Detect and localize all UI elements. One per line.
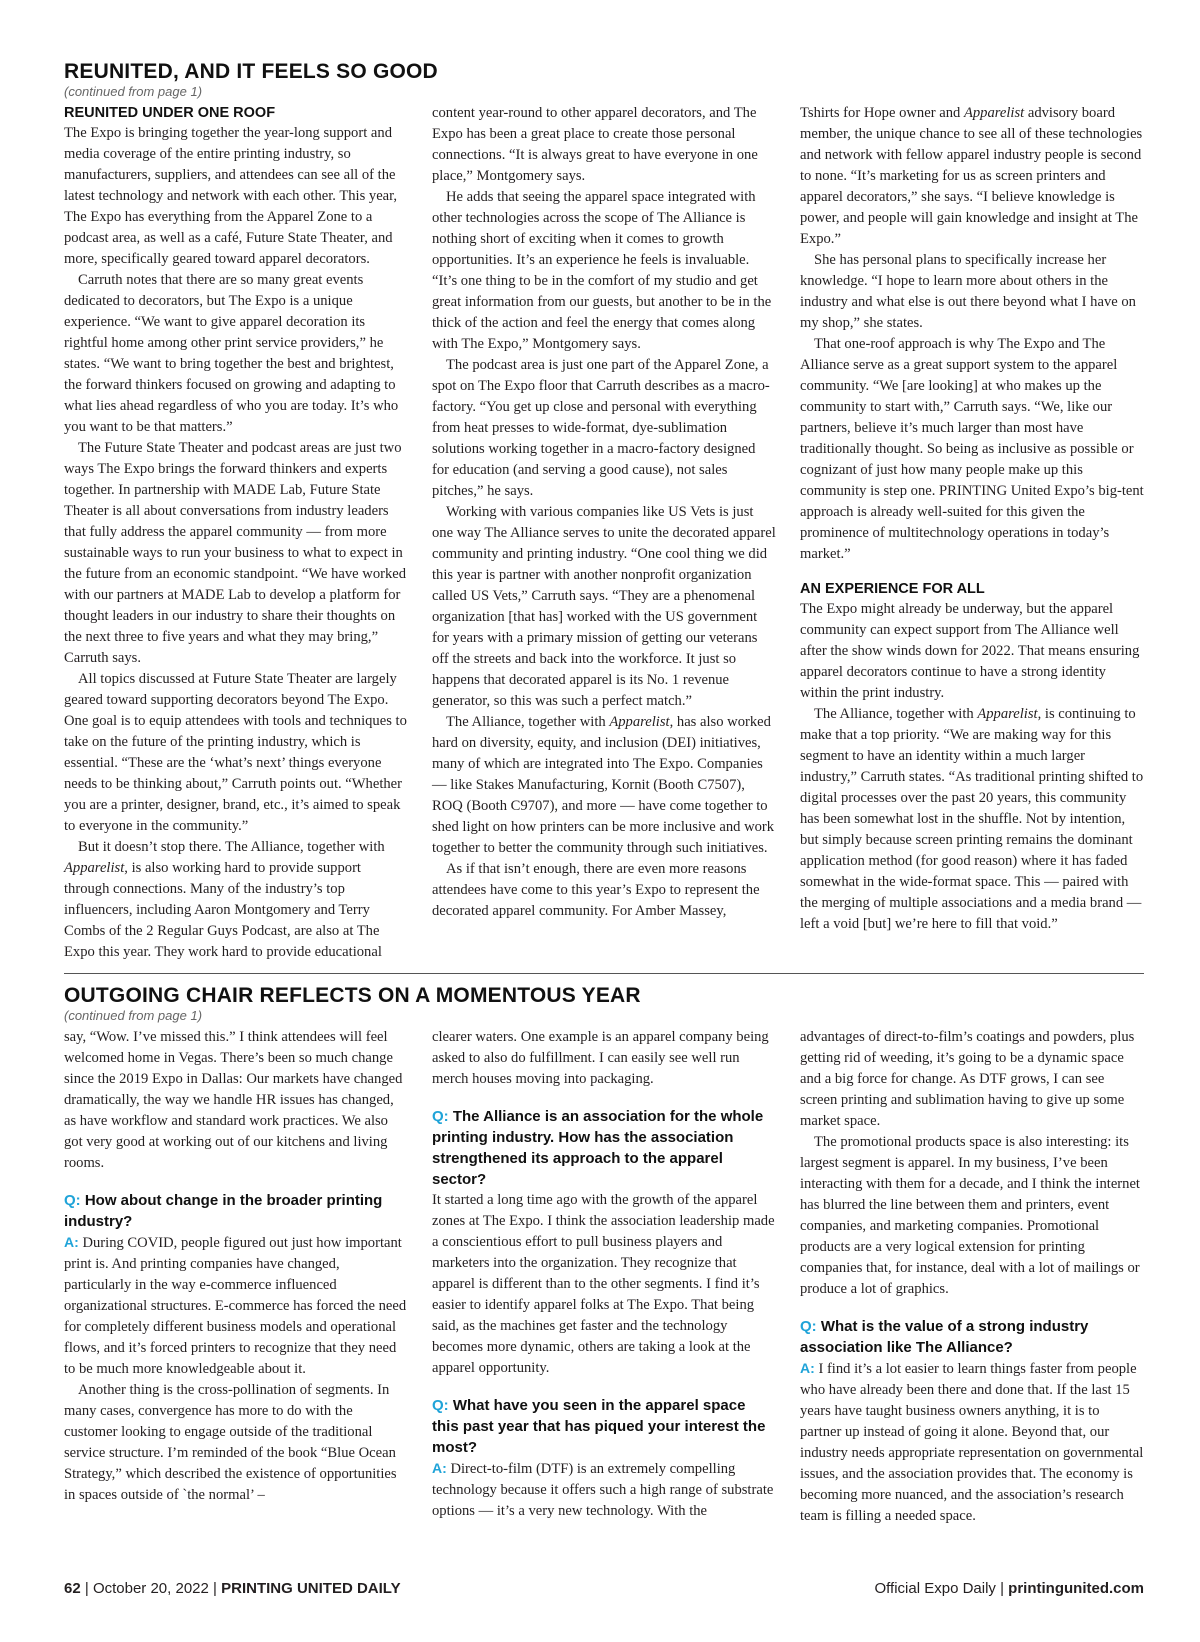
answer-text: Direct-to-film (DTF) is an extremely compelling technology because it offers such a high range of substrate options — it’s a very new technology. With the xyxy=(432,1461,774,1519)
paragraph xyxy=(432,712,776,859)
paragraph xyxy=(64,837,408,963)
page xyxy=(64,60,1144,1527)
issue-date: October 20, 2022 xyxy=(92,1580,209,1597)
footer-separator: | xyxy=(213,1580,217,1597)
text-run: Tshirts for Hope owner and xyxy=(800,105,964,121)
page-number: 62 xyxy=(64,1580,81,1597)
column-1 xyxy=(64,103,408,963)
q-label: Q: xyxy=(800,1318,817,1335)
paragraph: say, “Wow. I’ve missed this.” I think attendees will feel welcomed home in Vegas. There’s been so much change since the 2019 Expo in Dallas: Our markets have changed dramatically, the way we handle HR issues has changed, as have workflow and standard work practices. We also got very good at working out of our kitchens and living rooms. xyxy=(64,1029,403,1171)
article-headline: OUTGOING CHAIR REFLECTS ON A MOMENTOUS YEAR xyxy=(64,984,641,1007)
article-reunited xyxy=(64,60,1144,963)
text-run: , is also working hard to provide support through connections. Many of the industry’s top influencers, including Aaron Montgomery and Terry Combs of the 2 Regular Guys Podcast, are also at The Expo this year. They work hard to provide educational xyxy=(64,860,382,960)
answer: It started a long time ago with the growth of the apparel zones at The Expo. I think the association leadership made a conscientious effort to pull business players and marketers into the organization. They recognize that apparel is different than to the other segments. I find it’s easier to identify apparel folks at The Expo. That being said, as the machines get faster and the technology becomes more dynamic, others are taking a look at the apparel opportunity. xyxy=(432,1192,775,1376)
text-run: , is continuing to make that a top priority. “We are making way for this segment to have an identity within a much larger industry,” Carruth states. “As traditional printing shifted to digital processes over the past 20 years, this community has been somewhat lost in the shuffle. Not by intention, but simply because screen printing remains the dominant application method (for good reason) where it has faded somewhat in the wide-format space. This — paired with the merging of multiple associations and a media brand — left a void [but] we’re here to fill that void.” xyxy=(800,706,1144,932)
paragraph: advantages of direct-to-film’s coatings and powders, plus getting rid of weeding, it’s going to be a dynamic space and a big force for change. As DTF grows, I can see screen printing and sublimation having to give up some market space. xyxy=(800,1029,1135,1129)
paragraph: The Future State Theater and podcast areas are just two ways The Expo brings the forward thinkers and experts together. In partnership with MADE Lab, Future State Theater is all about conversations from industry leaders that fully address the apparel community — from more sustainable ways to run your business to what to expect in the future from an economic standpoint. “We have worked with our partners at MADE Lab to develop a platform for thought leaders in our industry to share their thoughts on the next three to five years and what they may bring,” Carruth says. xyxy=(64,440,407,666)
paragraph: clearer waters. One example is an apparel company being asked to also do fulfillment. I can easily see well run merch houses moving into packaging. xyxy=(432,1029,769,1087)
a-label: A: xyxy=(800,1360,815,1376)
paragraph: Carruth notes that there are so many great events dedicated to decorators, but The Expo is a unique experience. “We want to give apparel decoration its rightful home among other print service providers,” he states. “We want to bring together the best and brightest, the forward thinkers focused on growing and adapting to what lies ahead regardless of who you are today. It’s who you want to be that matters.” xyxy=(64,272,399,435)
publication-name: PRINTING UNITED DAILY xyxy=(221,1580,401,1597)
article-columns xyxy=(64,103,1144,963)
article-outgoing-chair xyxy=(64,984,1144,1527)
paragraph xyxy=(800,103,1144,250)
footer-left xyxy=(64,1580,401,1597)
paragraph xyxy=(800,704,1144,935)
footer-right xyxy=(874,1580,1144,1597)
italic-brand: Apparelist xyxy=(963,105,1025,121)
paragraph: The Expo is bringing together the year-long support and media coverage of the entire printing industry, so manufacturers, suppliers, and attendees can see all of the latest technology and network with each other. This year, The Expo has everything from the Apparel Zone to a podcast area, as well as a café, Future State Theater, and more, specifically geared toward apparel decorators. xyxy=(64,125,398,267)
column-1 xyxy=(64,1027,408,1527)
text-run: advisory board member, the unique chance to see all of these technologies and network with fellow apparel industry people is second to none. “It’s marketing for us as screen printers and apparel decorators,” she says. “I believe knowledge is power, and people will gain knowledge and insight at The Expo.” xyxy=(800,105,1143,247)
text-run: The Alliance, together with xyxy=(814,706,978,722)
article-headline: REUNITED, AND IT FEELS SO GOOD xyxy=(64,60,438,83)
paragraph: As if that isn’t enough, there are even more reasons attendees have come to this year’s Expo to represent the decorated apparel community. For Amber Massey, xyxy=(432,861,760,919)
paragraph: She has personal plans to specifically increase her knowledge. “I hope to learn more about others in the industry and what else is out there beyond what I have on my shop,” she states. xyxy=(800,252,1136,331)
footer-separator: | xyxy=(1000,1580,1004,1597)
question xyxy=(432,1106,776,1190)
paragraph: All topics discussed at Future State Theater are largely geared toward supporting decorators beyond The Expo. One goal is to equip attendees with tools and techniques to take on the future of the printing industry, which is essential. “These are the ‘what’s next’ things everyone needs to be thinking about,” Carruth points out. “Whether you are a printer, designer, brand, etc., it’s aimed to speak to everyone in the community.” xyxy=(64,671,407,834)
paragraph: Another thing is the cross-pollination of segments. In many cases, convergence has more to do with the customer looking to engage outside of the traditional service structure. I’m reminded of the book “Blue Ocean Strategy,” which described the existence of opportunities in spaces outside of `the normal’ – xyxy=(64,1382,397,1503)
question-text: What is the value of a strong industry association like The Alliance? xyxy=(800,1318,1089,1356)
continued-note: (continued from page 1) xyxy=(64,84,203,99)
question xyxy=(64,1190,408,1232)
question-text: What have you seen in the apparel space this past year that has piqued your interest the most? xyxy=(432,1397,766,1456)
italic-brand: Apparelist xyxy=(977,706,1038,722)
website-link[interactable]: printingunited.com xyxy=(1008,1580,1144,1597)
q-label: Q: xyxy=(432,1108,449,1125)
paragraph: content year-round to other apparel decorators, and The Expo has been a great place to create those personal connections. “It is always great to have everyone in one place,” Montgomery says. xyxy=(432,105,758,184)
column-2 xyxy=(432,1027,776,1527)
question-text: How about change in the broader printing industry? xyxy=(64,1192,383,1230)
italic-brand: Apparelist xyxy=(64,860,125,876)
paragraph: The podcast area is just one part of the Apparel Zone, a spot on The Expo floor that Carruth describes as a macro-factory. “You get up close and personal with everything from heat presses to wide-format, dye-sublimation solutions working together in a macro-factory designed for education (and serving a good cause), not sales pitches,” he says. xyxy=(432,357,770,499)
section-subhead: AN EXPERIENCE FOR ALL xyxy=(800,581,985,597)
footer-tagline: Official Expo Daily xyxy=(874,1580,996,1597)
paragraph: Working with various companies like US Vets is just one way The Alliance serves to unite the decorated apparel community and printing industry. “One cool thing we did this year is partner with another nonprofit organization called US Vets,” Carruth says. “They are a phenomenal organization [that has] worked with the US government for years with a primary mission of getting our veterans off the streets and back into the workforce. It just so happens that decorated apparel is its No. 1 revenue generator, so this was such a perfect match.” xyxy=(432,504,776,709)
paragraph: He adds that seeing the apparel space integrated with other technologies across the scope of The Alliance is nothing short of exciting when it comes to growth opportunities. It’s an experience he feels is invaluable. “It’s one thing to be in the comfort of my studio and get great information from our guests, but another to be in the thick of the action and feel the energy that comes along with The Expo,” Montgomery says. xyxy=(432,189,772,352)
paragraph: The Expo might already be underway, but the apparel community can expect support from The Alliance well after the show winds down for 2022. That means ensuring apparel decorators continue to have a strong identity within the print industry. xyxy=(800,601,1140,701)
text-run: The Alliance, together with xyxy=(446,714,610,730)
text-run: But it doesn’t stop there. The Alliance, together with xyxy=(78,839,385,855)
column-3 xyxy=(800,1027,1144,1527)
text-run: , has also worked hard on diversity, equity, and inclusion (DEI) initiatives, many of which are integrated into The Expo. Companies — like Stakes Manufacturing, Kornit (Booth C7507), ROQ (Booth C9707), and more — have come together to shed light on how printers can be more inclusive and work together to better the community through such initiatives. xyxy=(432,714,775,856)
answer xyxy=(800,1358,1144,1527)
italic-brand: Apparelist xyxy=(609,714,670,730)
answer-text: I find it’s a lot easier to learn things faster from people who have already been there and done that. If the last 15 years have taught business owners anything, it is to partner up instead of going it alone. Beyond that, our industry needs appropriate representation on governmental issues, and the association provides that. The economy is becoming more nuanced, and the association’s research team is filling a needed space. xyxy=(800,1361,1144,1524)
paragraph: The promotional products space is also interesting: its largest segment is apparel. In my business, I’ve been interacting with them for a decade, and I think the internet has blurred the line between them and printers, event companies, and marketing companies. Promotional products are a very logical extension for printing companies that, for instance, deal with a lot of mailings or produce a lot of graphics. xyxy=(800,1134,1140,1297)
page-footer xyxy=(64,1580,1144,1597)
answer xyxy=(432,1458,776,1522)
article-divider xyxy=(64,973,1144,974)
question xyxy=(432,1395,776,1458)
footer-separator: | xyxy=(84,1580,89,1597)
q-label: Q: xyxy=(432,1397,449,1414)
q-label: Q: xyxy=(64,1192,81,1209)
answer-text: During COVID, people figured out just how important print is. And printing companies have changed, particularly in the way e-commerce influenced organizational structures. E-commerce has forced the need for completely different business models and operational flows, and it’s forced printers to recognize that they need to be much more knowledgeable about it. xyxy=(64,1235,407,1377)
section-subhead: REUNITED UNDER ONE ROOF xyxy=(64,105,276,121)
question-text: The Alliance is an association for the whole printing industry. How has the association strengthened its approach to the apparel sector? xyxy=(432,1108,764,1188)
a-label: A: xyxy=(64,1234,79,1250)
article-columns xyxy=(64,1027,1144,1527)
paragraph: That one-roof approach is why The Expo and The Alliance serve as a great support system to the apparel community. “We [are looking] at who makes up the community to start with,” Carruth says. “We, like our partners, believe it’s much larger than most have traditionally thought. So being as inclusive as possible or cognizant of just how many people make up this community is step one. PRINTING United Expo’s big-tent approach is already well-suited for this given the prominence of multitechnology operations in today’s market.” xyxy=(800,336,1144,562)
a-label: A: xyxy=(432,1460,447,1476)
question xyxy=(800,1316,1144,1358)
column-3 xyxy=(800,103,1144,963)
column-2 xyxy=(432,103,776,963)
answer xyxy=(64,1232,408,1380)
continued-note: (continued from page 1) xyxy=(64,1008,203,1023)
